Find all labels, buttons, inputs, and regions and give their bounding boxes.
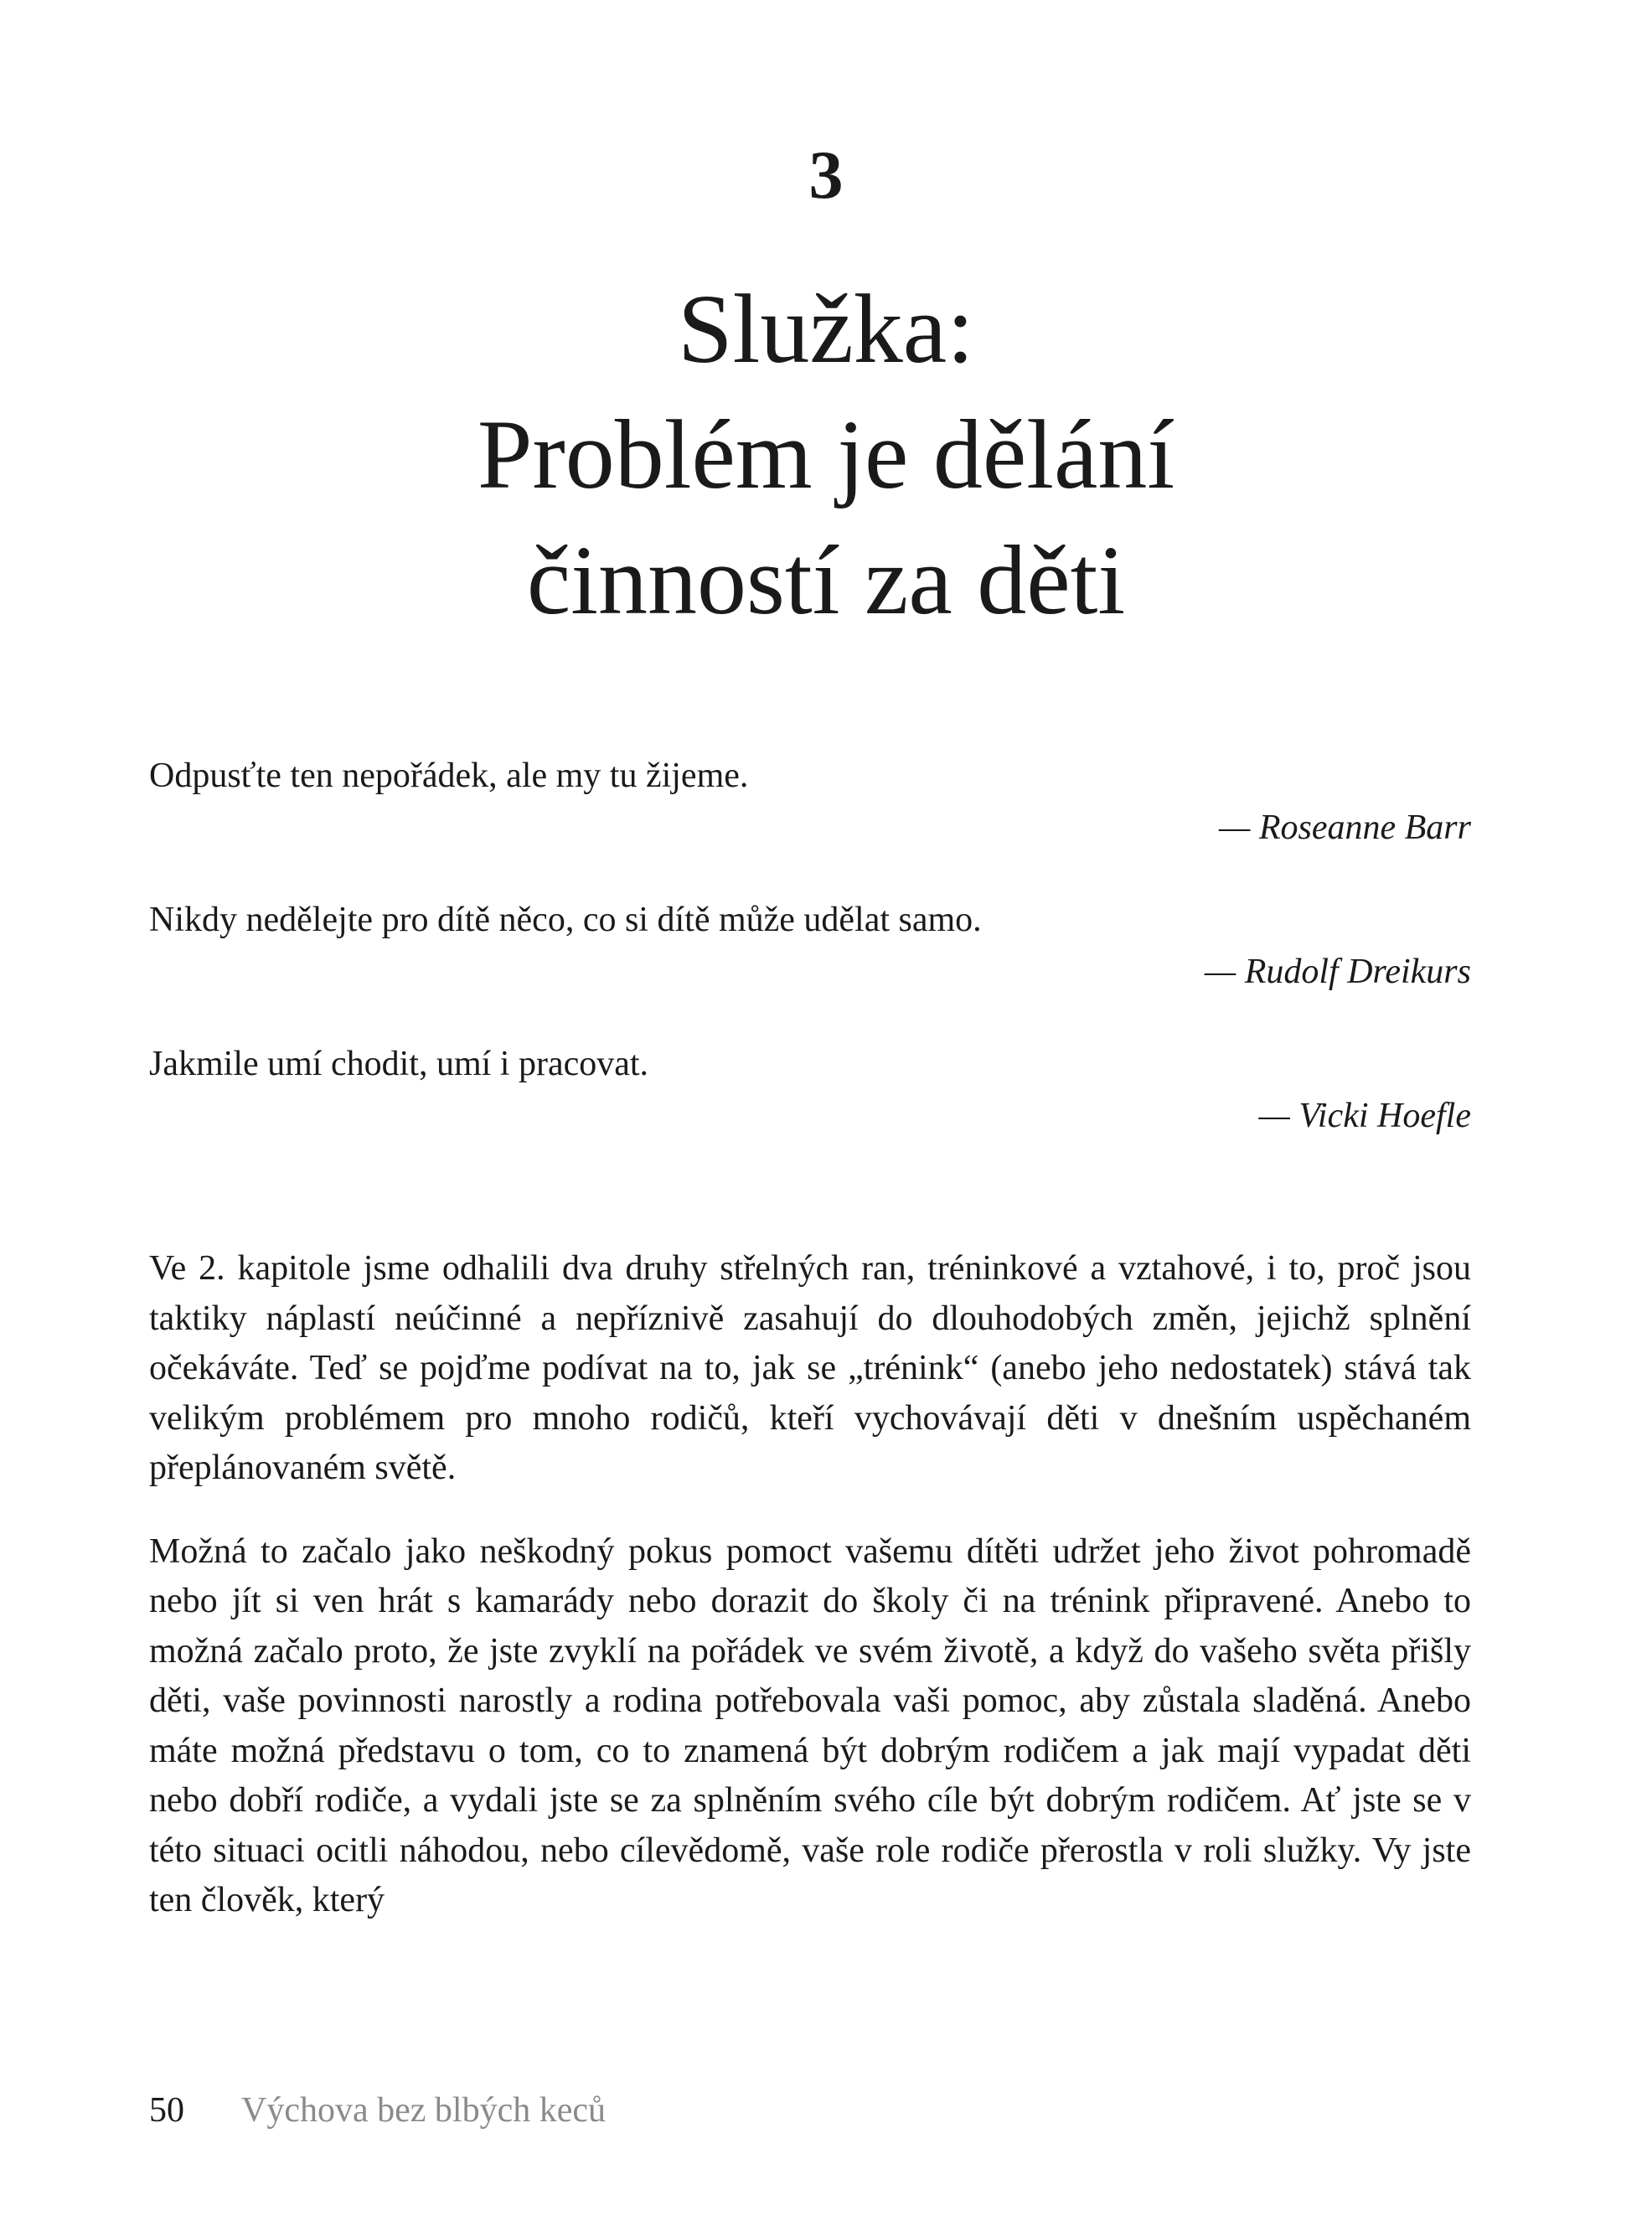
book-title: Výchova bez blbých keců <box>241 2091 606 2130</box>
epigraph <box>149 750 1471 854</box>
epigraph-author: — Roseanne Barr <box>1219 808 1471 847</box>
epigraph-author: — Rudolf Dreikurs <box>1204 953 1471 991</box>
epigraph <box>149 894 1471 998</box>
page-number: 50 <box>149 2091 184 2130</box>
epigraph <box>149 1038 1471 1142</box>
chapter-title-line: činností za děti <box>526 525 1126 635</box>
chapter-title <box>0 266 1652 643</box>
epigraph-quote: Odpusťte ten nepořádek, ale my tu žijeme. <box>149 757 749 795</box>
epigraph-quote: Jakmile umí chodit, umí i pracovat. <box>149 1045 649 1083</box>
chapter-number: 3 <box>808 137 844 213</box>
chapter-title-line: Problém je dělání <box>477 400 1175 509</box>
epigraph-author: — Vicki Hoefle <box>1258 1097 1471 1135</box>
paragraph: Ve 2. kapitole jsme odhalili dva druhy střelných ran, tréninkové a vztahové, i to, proč jsou taktiky náplastí neúčinné a nepříznivě zasahují do dlouhodobých změn, jejichž splnění očekáváte. Teď se pojďme podívat na to, jak se „trénink“ (anebo jeho nedostatek) stává tak velikým problémem pro mnoho rodičů, kteří vychovávají děti v dnešním uspěchaném přeplánovaném světě. <box>149 1249 1471 1487</box>
epigraphs <box>149 750 1471 1182</box>
body-text <box>149 1244 1471 1960</box>
page-footer <box>149 2093 606 2128</box>
paragraph: Možná to začalo jako neškodný pokus pomoct vašemu dítěti udržet jeho život pohromadě nebo jít si ven hrát s kamarády nebo dorazit do školy či na trénink připravené. Anebo to možná začalo proto, že jste zvyklí na pořádek ve svém životě, a když do vašeho světa přišly děti, vaše povinnosti narostly a rodina potřebovala vaši pomoc, aby zůstala sladěná. Anebo máte možná představu o tom, co to znamená být dobrým rodičem a jak mají vypadat děti nebo dobří rodiče, a vydali jste se za splněním svého cíle být dobrým rodičem. Ať jste se v této situaci ocitli náhodou, nebo cílevědomě, vaše role rodiče přerostla v roli služky. Vy jste ten člověk, který <box>149 1531 1471 1919</box>
epigraph-quote: Nikdy nedělejte pro dítě něco, co si dítě může udělat samo. <box>149 901 982 939</box>
chapter-title-line: Služka: <box>678 274 974 384</box>
